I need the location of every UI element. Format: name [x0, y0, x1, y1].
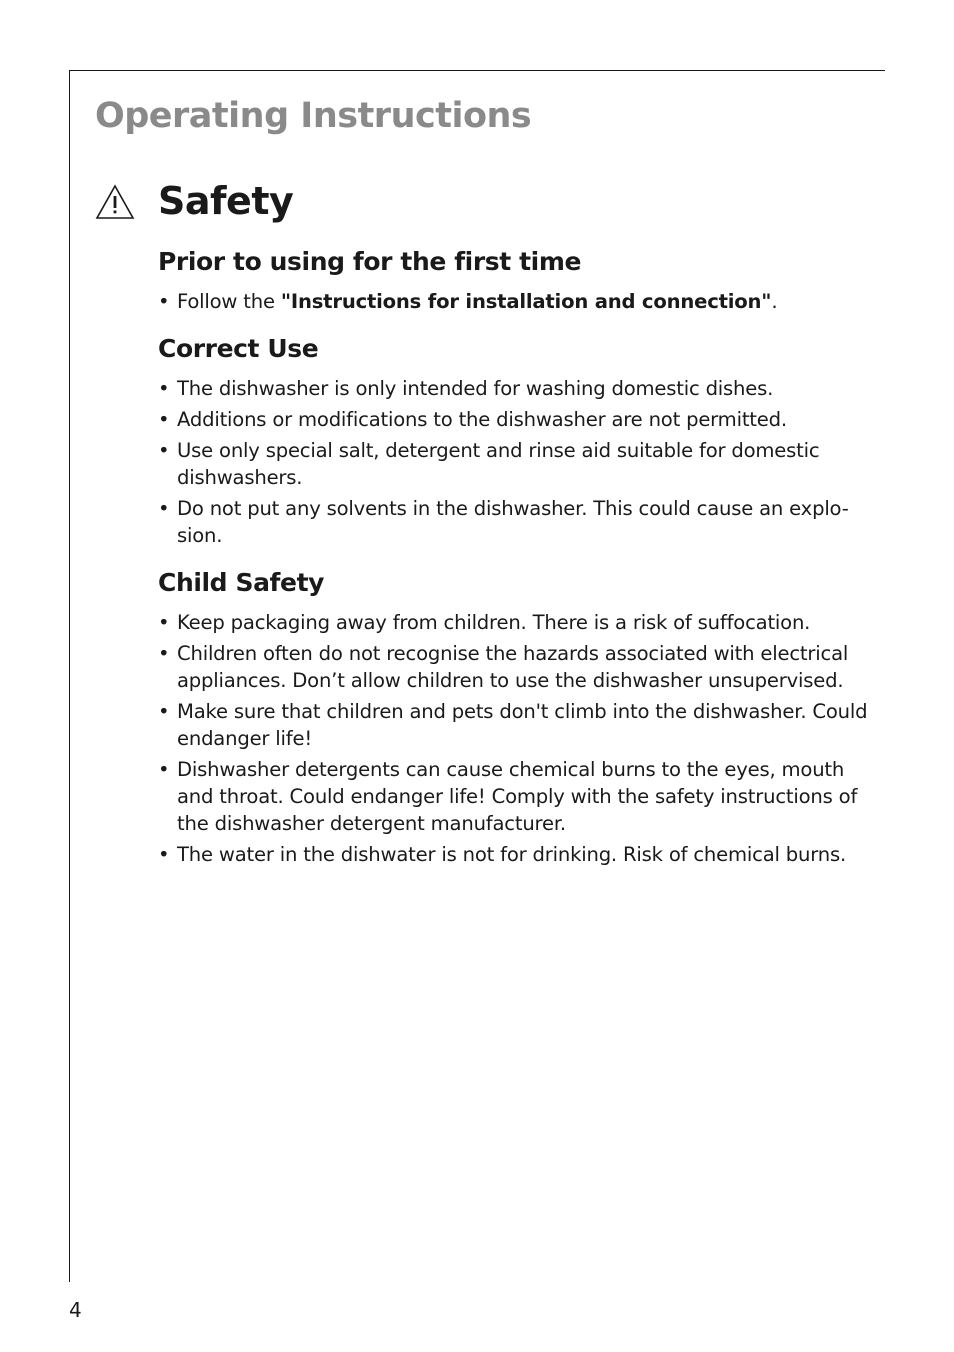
list-item: • Additions or modifications to the dishwasher are not permitted.: [158, 406, 870, 433]
bullet-list: [158, 375, 870, 549]
page-header-title: Operating Instructions: [95, 96, 532, 136]
warning-triangle-icon: [95, 184, 135, 220]
page-number: 4: [69, 1298, 82, 1322]
section-correct-use: [158, 331, 870, 549]
list-item: • Keep packaging away from children. There is a risk of suffocation.: [158, 609, 870, 636]
left-margin-rule: [69, 70, 70, 1282]
list-item: • The water in the dishwater is not for drinking. Risk of chemical burns.: [158, 841, 870, 868]
document-reference: "Instructions for installation and connection": [280, 290, 772, 313]
list-item: • Make sure that children and pets don't climb into the dishwasher. Could endanger life!: [158, 698, 870, 752]
section-heading: Correct Use: [158, 334, 319, 363]
top-rule: [69, 70, 885, 71]
list-item-text: Follow the: [177, 290, 281, 313]
section-first-use: [158, 244, 870, 315]
list-item: • Children often do not recognise the hazards associated with electrical appliances. Don’t allow children to use the dishwasher unsupervised.: [158, 640, 870, 694]
bullet-list: [158, 288, 870, 315]
content-area: [158, 244, 870, 872]
list-item: • The dishwasher is only intended for washing domestic dishes.: [158, 375, 870, 402]
section-heading: Prior to using for the first time: [158, 247, 582, 276]
list-item: • Dishwasher detergents can cause chemical burns to the eyes, mouth and throat. Could endanger life! Comply with the safety instructions of the dishwasher detergent manufacturer.: [158, 756, 870, 837]
list-item-text: .: [771, 290, 778, 313]
list-item: • Do not put any solvents in the dishwasher. This could cause an explo-sion.: [158, 495, 870, 549]
section-heading: Child Safety: [158, 568, 325, 597]
bullet-list: [158, 609, 870, 868]
list-item: [158, 288, 870, 315]
safety-heading: Safety: [158, 179, 294, 223]
list-item: • Use only special salt, detergent and rinse aid suitable for domestic dishwashers.: [158, 437, 870, 491]
section-child-safety: [158, 565, 870, 868]
